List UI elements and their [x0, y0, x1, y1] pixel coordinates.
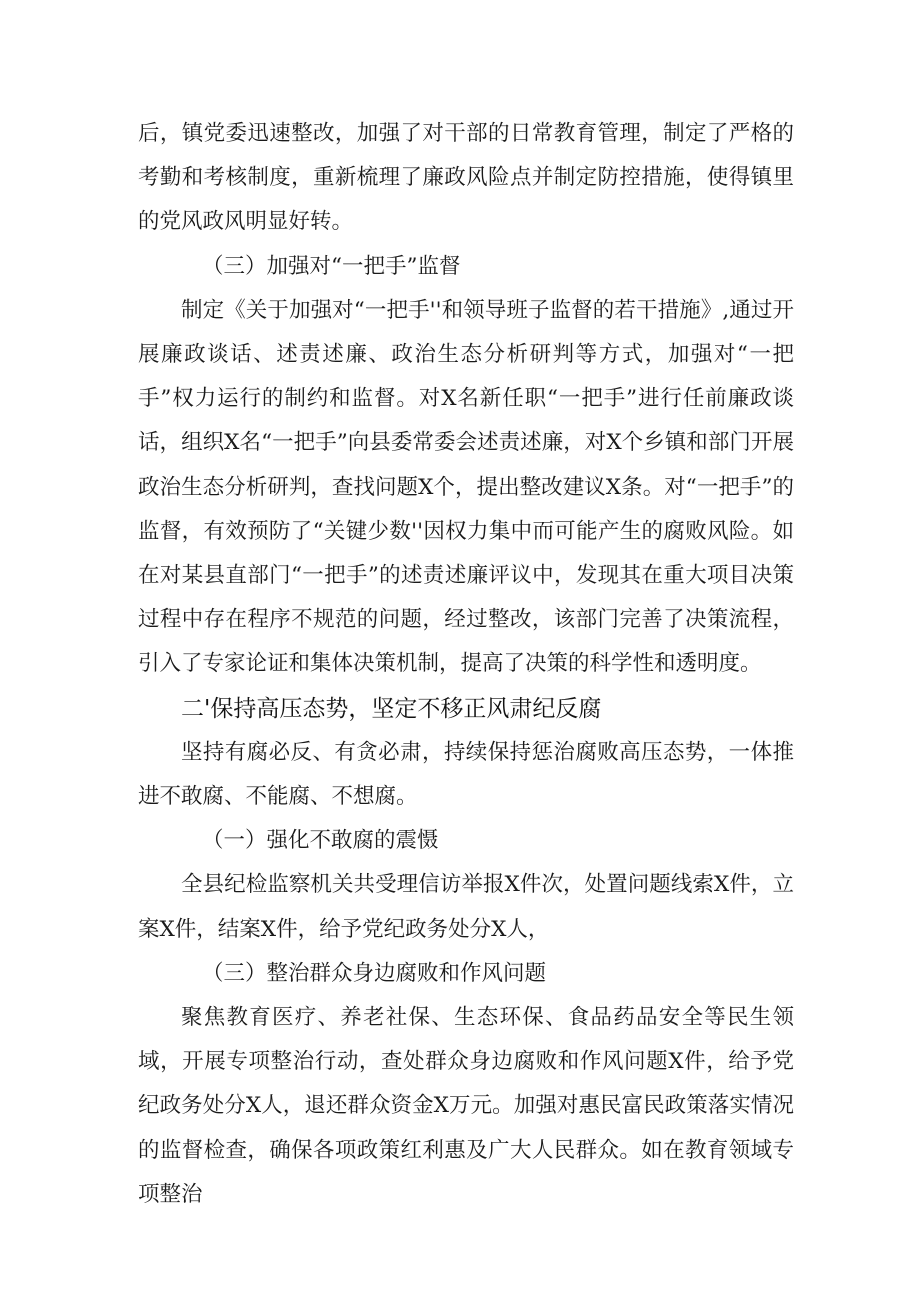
paragraph-1: 后，镇党委迅速整改，加强了对干部的日常教育管理，制定了严格的考勤和考核制度，重新梳理了廉政风险点并制定防控措施，使得镇里的党风政风明显好转。	[138, 121, 794, 235]
subheading-3-supervise-leaders: （三）加强对“一把手”监督	[202, 253, 461, 279]
paragraph-3: 坚持有腐必反、有贪必肃，持续保持惩治腐败高压态势，一体推进不敢腐、不能腐、不想腐。	[138, 739, 794, 810]
paragraph-4: 全县纪检监察机关共受理信访举报X件次，处置问题线索X件，立案X件，结案X件，给予党纪政务处分X人，	[138, 872, 794, 942]
subheading-1-deterrence: （一）强化不敢腐的震慑	[202, 828, 439, 854]
paragraph-5: 聚焦教育医疗、养老社保、生态环保、食品药品安全等民生领域，开展专项整治行动，查处群众身边腐败和作风问题X件，给予党纪政务处分X人，退还群众资金X万元。加强对惠民富民政策落实情况的监督检查，确保各项政策红利惠及广大人民群众。如在教育领域专项整治	[138, 1005, 794, 1207]
section-heading-2: 二'保持高压态势，坚定不移正风肃纪反腐	[181, 695, 602, 722]
document-body	[138, 112, 794, 1217]
subheading-3-grassroots-corruption: （三）整治群众身边腐败和作风问题	[202, 960, 547, 986]
paragraph-2: 制定《关于加强对“一把手''和领导班子监督的若干措施》,通过开展廉政谈话、述责述廉、政治生态分析研判等方式，加强对“一把手”权力运行的制约和监督。对X名新任职“一把手”进行任前廉政谈话，组织X名“一把手”向县委常委会述责述廉，对X个乡镇和部门开展政治生态分析研判，查找问题X个，提出整改建议X条。对“一把手”的监督，有效预防了“关键少数''因权力集中而可能产生的腐败风险。如在对某县直部门“一把手”的述责述廉评议中，发现其在重大项目决策过程中存在程序不规范的问题，经过整改，该部门完善了决策流程，引入了专家论证和集体决策机制，提高了决策的科学性和透明度。	[138, 297, 794, 677]
